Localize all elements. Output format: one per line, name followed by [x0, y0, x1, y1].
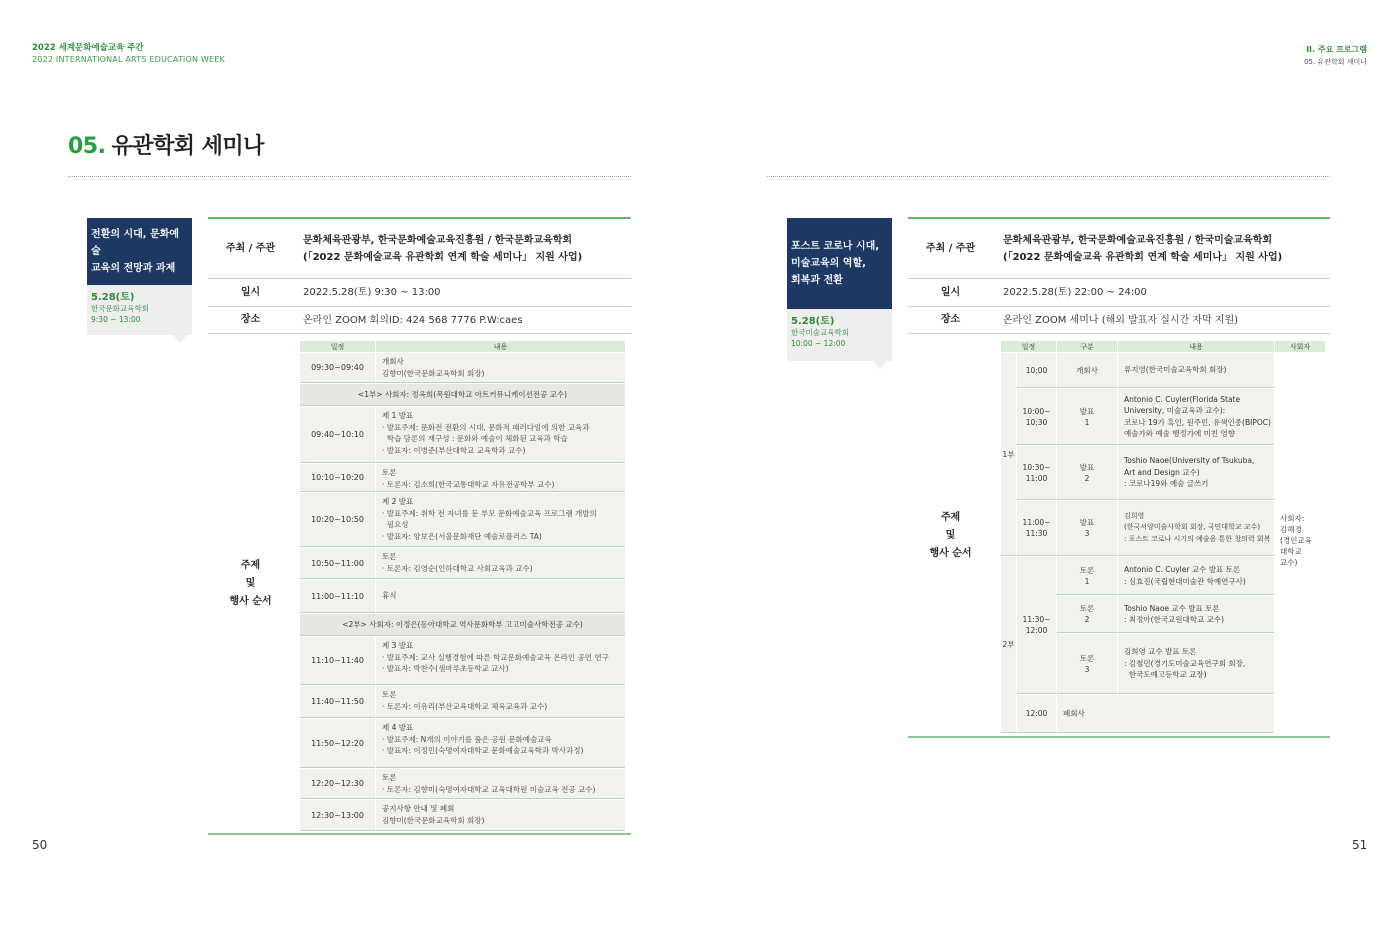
item-line: (한국서양미술사학회 회장, 국민대학교 교수): [1124, 523, 1261, 532]
moderator-line: 사회자:: [1280, 514, 1305, 523]
session-date: 5.28(토): [91, 292, 135, 303]
host-line: 문화체육관광부, 한국문화예술교육진흥원 / 한국미술교육학회: [1003, 234, 1273, 246]
content-cell: [376, 548, 625, 579]
item-line: Art and Design 교수): [1124, 467, 1200, 477]
time-cell: [1017, 446, 1056, 500]
info-label: 장소: [240, 314, 261, 325]
badge-pointer: [173, 335, 187, 343]
moderator-band: <1부> 사회자: 정옥희(목원대학교 아트커뮤니케이션전공 교수): [300, 384, 625, 406]
content-cell: [1118, 596, 1274, 633]
item-line: 김희영: [1124, 511, 1145, 520]
item-line: · 발표자: 양보은(서울문화재단 예술로플러스 TA): [382, 531, 542, 541]
type-line: 폐회사: [1063, 708, 1085, 718]
item-title: 제 3 발표: [382, 641, 414, 650]
item-line: · 발표자: 이병준(부산대학교 교육학과 교수): [382, 445, 526, 455]
program-label: 주제: [940, 511, 961, 523]
info-label: 일시: [240, 286, 261, 298]
info-value: [993, 219, 1330, 278]
moderator-line: 대학교: [1280, 547, 1302, 556]
type-line: 토론: [1079, 604, 1095, 613]
type-line: 발표: [1079, 406, 1095, 416]
content-cell: [1118, 446, 1274, 500]
page-title-text: 유관학회 세미나: [111, 134, 264, 159]
table-bottom-rule: [208, 833, 631, 835]
type-line: 2: [1084, 473, 1090, 483]
item-line: · 토론자: 김소희(한국교통대학교 자유전공학부 교수): [382, 479, 555, 489]
type-cell: [1057, 634, 1117, 694]
session-title-box: [787, 218, 892, 309]
table-bottom-rule: [908, 736, 1330, 738]
session-title-line: 미술교육의 역할,: [791, 258, 866, 269]
header-title: 2022 세계문화예술교육 주간: [32, 43, 144, 53]
item-line: Antonio C. Cuyler(Florida State: [1124, 394, 1241, 404]
col-header-content: 내용: [1118, 341, 1274, 352]
time-cell: 09:40~10:10: [300, 407, 375, 463]
time-line: 11:00~: [1022, 518, 1051, 527]
item-line: Toshio Naoe 교수 발표 토론: [1124, 603, 1220, 613]
time-line: 11:30~: [1022, 615, 1051, 624]
session-time: 10:00 ~ 12:00: [791, 339, 846, 348]
part-label: 1부: [1001, 353, 1016, 556]
info-row-date: [208, 279, 631, 307]
type-line: 2: [1084, 615, 1090, 624]
content-cell: [1118, 353, 1274, 388]
time-cell: 09:30~09:40: [300, 353, 375, 383]
schedule-table-left: [300, 341, 625, 831]
col-header-type: 구분: [1057, 341, 1117, 352]
time-cell: 12:30~13:00: [300, 800, 375, 831]
schedule-table-right: [1001, 341, 1325, 733]
item-line: : 포스트 코로나 시기의 예술을 통한 창의력 회복: [1124, 534, 1271, 543]
type-line: 발표: [1079, 462, 1095, 472]
item-line: University, 미술교육과 교수):: [1124, 406, 1226, 415]
item-line: : 김철민(경기도미술교육연구회 회장,: [1124, 658, 1246, 668]
item-line: · 발표자: 박찬수(샘마루초등학교 교사): [382, 664, 509, 673]
item-title: 토론: [382, 690, 397, 699]
session-badge-right: [787, 218, 892, 361]
time-cell: 11:00~11:10: [300, 580, 375, 613]
header-subtitle: 2022 INTERNATIONAL ARTS EDUCATION WEEK: [32, 55, 225, 64]
session-title-line: 전환의 시대, 문화예술: [91, 229, 180, 257]
session-badge-left: [87, 218, 192, 335]
type-cell: [1057, 557, 1117, 595]
content-cell: [376, 800, 625, 831]
item-title: 토론: [382, 552, 397, 561]
time-line: 11:30: [1025, 529, 1048, 538]
time-cell: 12:00: [1017, 695, 1056, 733]
info-row-place: [908, 307, 1330, 334]
col-header-time: 일정: [300, 341, 375, 352]
time-cell: [1017, 389, 1056, 445]
info-label: [208, 334, 293, 833]
time-cell: 10:50~11:00: [300, 548, 375, 579]
time-cell: 12:20~12:30: [300, 769, 375, 799]
item-line: · 발표주제: 문화전 전환의 시대, 문화적 패러다임에 의한 교육과: [382, 422, 590, 432]
time-line: 10:00~: [1022, 406, 1051, 416]
item-line: 학습 담론의 재구성 : 문화와 예술이 체화된 교육과 학습: [382, 434, 568, 443]
type-cell: [1057, 695, 1274, 733]
header-subsection: 05. 유관학회 세미나: [1304, 58, 1367, 66]
time-cell: [1017, 501, 1056, 556]
content-cell: [376, 407, 625, 463]
info-row-host: [908, 219, 1330, 279]
item-title: 제 1 발표: [382, 411, 414, 420]
divider-left: [68, 176, 631, 177]
content-cell: [376, 353, 625, 383]
type-cell: [1057, 596, 1117, 633]
session-title-line: 포스트 코로나 시대,: [791, 241, 880, 252]
info-label: [908, 334, 993, 737]
page-number-right: 51: [1352, 838, 1368, 852]
info-value: 2022.5.28(토) 22:00 ~ 24:00: [1003, 287, 1147, 298]
item-line: · 발표자: 이정민(숙명여자대학교 문화예술교육학과 박사과정): [382, 746, 584, 755]
time-line: 10:30~: [1022, 462, 1051, 472]
item-line: : 코로나19와 예술 글쓰기: [1124, 479, 1209, 489]
col-header-time: 일정: [1001, 341, 1056, 352]
item-title: 제 2 발표: [382, 497, 414, 506]
type-line: 1: [1084, 576, 1090, 586]
item-title: 휴식: [382, 591, 397, 601]
time-line: 11:00: [1025, 473, 1048, 483]
type-cell: [1057, 501, 1117, 556]
col-header-host: 사회자: [1275, 341, 1325, 352]
info-value: 온라인 ZOOM 회의ID: 424 568 7776 P.W:caes: [303, 314, 523, 326]
moderator-cell: [1280, 513, 1312, 568]
program-label: 행사 순서: [229, 595, 272, 607]
type-cell: [1057, 389, 1117, 445]
running-header-left: [32, 43, 225, 65]
type-line: 3: [1084, 664, 1090, 674]
content-cell: [376, 493, 625, 547]
item-title: 제 4 발표: [382, 723, 414, 732]
type-cell: [1057, 446, 1117, 500]
session-title-line: 교육의 전망과 과제: [91, 263, 176, 274]
item-line: · 토론자: 이유리(부산교육대학교 체육교육과 교수): [382, 701, 548, 711]
page-number-left: 50: [32, 838, 48, 852]
moderator-line: (경인교육: [1280, 536, 1312, 545]
item-line: · 발표주제: 교사 실행경험에 따른 학교문화예술교육 온라인 공연 연구: [382, 652, 609, 662]
type-line: 3: [1084, 529, 1090, 538]
item-line: 한국도예고등학교 교장): [1124, 670, 1207, 680]
content-cell: [376, 686, 625, 718]
info-label: 주최 / 주관: [225, 242, 276, 254]
type-line: 발표: [1079, 518, 1095, 527]
session-org: 한국문화교육학회: [91, 304, 149, 313]
session-org: 한국미술교육학회: [791, 328, 849, 337]
host-line: (「2022 문화예술교육 유관학회 연계 학술 세미나」 지원 사업): [303, 251, 583, 263]
moderator-line: 교수): [1280, 558, 1298, 567]
time-cell: 11:50~12:20: [300, 719, 375, 768]
content-cell: [376, 769, 625, 799]
item-title: 토론: [382, 468, 397, 477]
time-cell: 10:10~10:20: [300, 464, 375, 492]
item-line: 예술가와 예술 행정가에 미친 영향: [1124, 429, 1235, 438]
running-header-right: [1304, 43, 1367, 69]
content-cell: [1118, 634, 1274, 694]
info-value: 온라인 ZOOM 세미나 (해외 발표자 실시간 자막 지원): [1003, 314, 1239, 326]
header-section: II. 주요 프로그램: [1306, 45, 1367, 54]
type-line: 1: [1084, 417, 1090, 427]
content-cell: [376, 637, 625, 685]
time-cell: [1017, 557, 1056, 694]
item-line: 코로나 19가 흑인, 원주민, 유색인종(BIPOC): [1124, 417, 1271, 427]
moderator-band: <2부> 사회자: 이정은(동아대학교 역사문화학부 고고미술사학전공 교수): [300, 614, 625, 636]
host-line: 문화체육관광부, 한국문화예술교육진흥원 / 한국문화교육학회: [303, 234, 573, 246]
item-line: 김향미(한국문화교육학회 회장): [382, 368, 485, 378]
content-cell: [1118, 557, 1274, 595]
session-title-box: [87, 218, 192, 285]
time-line: 10:30: [1025, 417, 1048, 427]
item-line: · 토론자: 김향미(숙명여자대학교 교육대학원 미술교육 전공 교수): [382, 784, 596, 794]
info-row-date: [908, 279, 1330, 307]
item-line: : 최정아(한국교원대학교 교수): [1124, 615, 1225, 624]
info-label: 주최 / 주관: [925, 242, 976, 254]
type-cell: 개회사: [1057, 353, 1117, 388]
divider-right: [767, 176, 1330, 177]
item-title: 개회사: [382, 357, 404, 366]
page-title: [68, 129, 264, 160]
session-date: 5.28(토): [791, 316, 835, 327]
info-row-host: [208, 219, 631, 279]
time-cell: 11:10~11:40: [300, 637, 375, 685]
content-cell: [376, 580, 625, 613]
content-cell: [376, 719, 625, 768]
content-cell: [1118, 501, 1274, 556]
content-cell: [1118, 389, 1274, 445]
item-line: · 토론자: 김영순(인하대학교 사회교육과 교수): [382, 563, 533, 573]
session-title-line: 회복과 전환: [791, 275, 843, 286]
moderator-line: 김해경: [1280, 525, 1302, 534]
program-label: 주제: [240, 559, 261, 571]
item-line: 필요성: [382, 520, 409, 529]
type-line: 토론: [1079, 565, 1095, 575]
info-value: 2022.5.28(토) 9:30 ~ 13:00: [303, 287, 441, 298]
badge-pointer: [873, 361, 887, 369]
item-line: Antonio C. Cuyler 교수 발표 토론: [1124, 565, 1241, 574]
item-line: 류지영(한국미술교육학회 회장): [1124, 365, 1227, 375]
time-line: 12:00: [1025, 626, 1048, 635]
content-cell: [376, 464, 625, 492]
time-cell: 10:00: [1017, 353, 1056, 388]
item-line: · 발표주제: N개의 이야기를 품은 공원 문화예술교육: [382, 734, 552, 744]
part-label: 2부: [1001, 557, 1016, 733]
item-title: 공지사항 안내 및 폐회: [382, 804, 455, 813]
item-line: 김희영 교수 발표 토론: [1124, 647, 1197, 657]
time-cell: 10:20~10:50: [300, 493, 375, 547]
program-label: 행사 순서: [929, 547, 972, 559]
session-time: 9:30 ~ 13:00: [91, 315, 141, 324]
item-line: 김향미(한국문화교육학회 회장): [382, 815, 485, 825]
program-label: 및: [245, 577, 256, 589]
info-row-place: [208, 307, 631, 334]
info-label: 일시: [940, 286, 961, 298]
type-line: 토론: [1079, 653, 1095, 663]
item-title: 토론: [382, 773, 397, 782]
page-title-number: 05.: [68, 134, 106, 159]
time-cell: 11:40~11:50: [300, 686, 375, 718]
col-header-content: 내용: [376, 341, 625, 352]
host-line: (「2022 문화예술교육 유관학회 연계 학술 세미나」 지원 사업): [1003, 251, 1283, 263]
info-value: [293, 219, 631, 278]
info-label: 장소: [940, 314, 961, 325]
item-line: · 발표주제: 취학 전 자녀를 둔 부모 문화예술교육 프로그램 개발의: [382, 508, 597, 518]
item-line: Toshio Naoe(University of Tsukuba,: [1124, 456, 1255, 466]
program-label: 및: [945, 529, 956, 541]
item-line: : 심효진(국립현대미술관 학예연구사): [1124, 576, 1246, 586]
